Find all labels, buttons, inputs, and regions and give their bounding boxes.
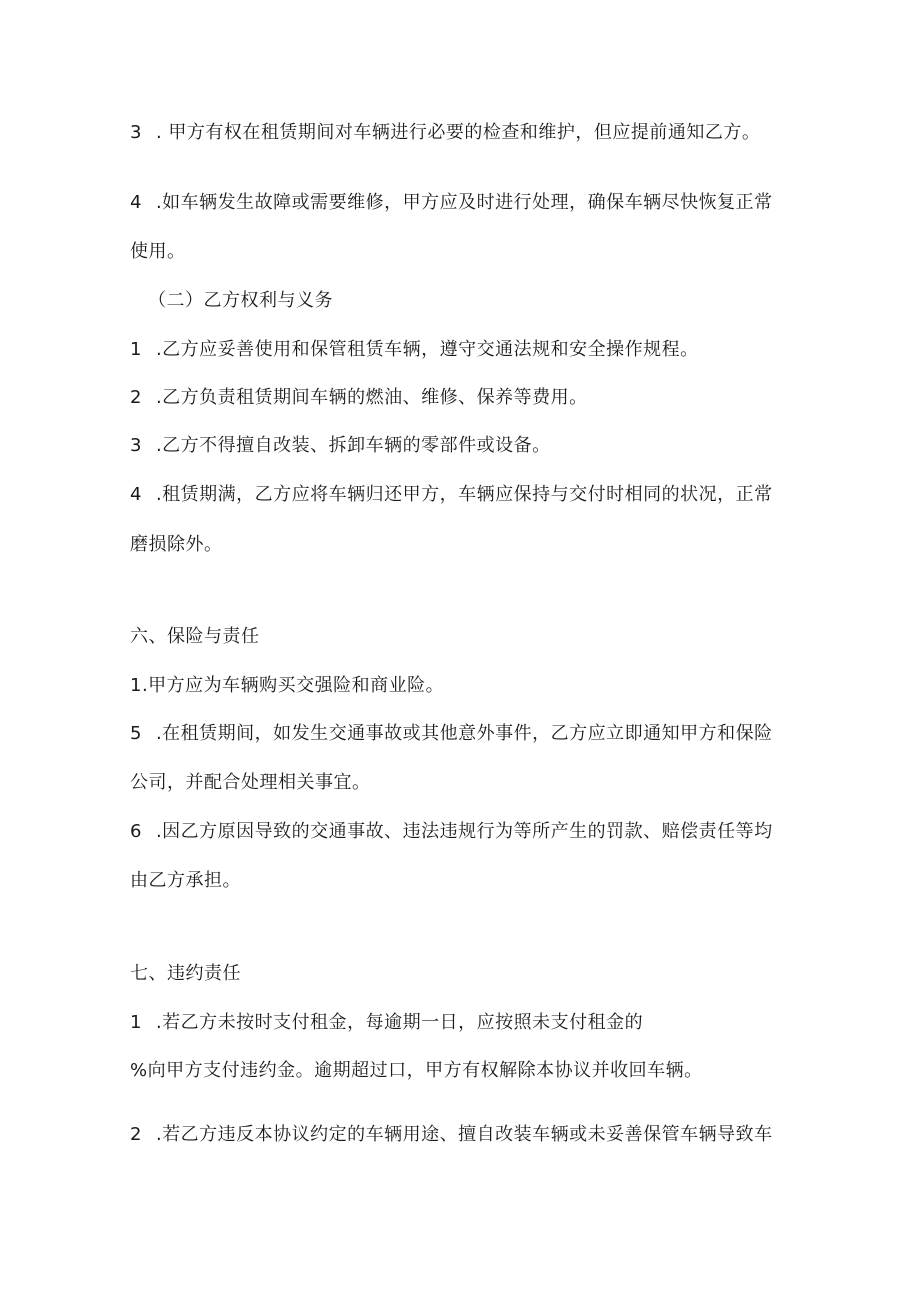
insurance-clause-1: 1.甲方应为车辆购买交强险和商业险。	[130, 675, 445, 696]
clause-text: .若乙方违反本协议约定的车辆用途、擅自改装车辆或未妥善保管车辆导致车	[155, 1124, 773, 1145]
clause-number: 1	[130, 339, 142, 360]
clause-number: 5	[130, 723, 142, 744]
insurance-clause-5-continuation: 公司，并配合处理相关事宜。	[130, 772, 371, 793]
insurance-clause-6-continuation: 由乙方承担。	[130, 870, 241, 891]
clause-text: .因乙方原因导致的交通事故、违法违规行为等所产生的罚款、赔偿责任等均	[155, 821, 773, 842]
clause-4-continuation: 使用。	[130, 241, 186, 262]
section-7-heading: 七、违约责任	[130, 963, 241, 984]
clause-number: 3	[130, 122, 142, 143]
party-b-clause-4-continuation: 磨损除外。	[130, 534, 223, 555]
clause-text: .若乙方未按时支付租金，每逾期一日，应按照未支付租金的	[155, 1012, 644, 1033]
clause-number: 4	[130, 484, 142, 505]
insurance-clause-5	[130, 722, 773, 746]
clause-3-paragraph	[130, 121, 760, 145]
clause-text: .租赁期满，乙方应将车辆归还甲方，车辆应保持与交付时相同的状况，正常	[155, 484, 773, 505]
section-6-heading: 六、保险与责任	[130, 626, 260, 647]
party-b-clause-1	[130, 338, 699, 362]
clause-text: .乙方负责租赁期间车辆的燃油、维修、保养等费用。	[155, 387, 588, 408]
clause-number: 2	[130, 387, 142, 408]
insurance-clause-6	[130, 820, 773, 844]
clause-4-paragraph	[130, 191, 773, 215]
breach-clause-1-continuation: %向甲方支付违约金。逾期超过口，甲方有权解除本协议并收回车辆。	[130, 1060, 703, 1081]
clause-text: . 甲方有权在租赁期间对车辆进行必要的检查和维护，但应提前通知乙方。	[155, 122, 761, 143]
clause-number: 2	[130, 1124, 142, 1145]
breach-clause-1	[130, 1011, 643, 1035]
party-b-clause-2	[130, 386, 588, 410]
clause-text: .如车辆发生故障或需要维修，甲方应及时进行处理，确保车辆尽快恢复正常	[155, 192, 773, 213]
clause-text: .乙方应妥善使用和保管租赁车辆，遵守交通法规和安全操作规程。	[155, 339, 699, 360]
clause-number: 4	[130, 192, 142, 213]
clause-number: 3	[130, 435, 142, 456]
clause-number: 6	[130, 821, 142, 842]
sub-heading-party-b-rights: （二）乙方权利与义务	[148, 290, 333, 311]
clause-number: 1	[130, 1012, 142, 1033]
clause-text: .乙方不得擅自改装、拆卸车辆的零部件或设备。	[155, 435, 551, 456]
breach-clause-2	[130, 1123, 773, 1147]
party-b-clause-4	[130, 483, 773, 507]
party-b-clause-3	[130, 434, 551, 458]
clause-text: .在租赁期间，如发生交通事故或其他意外事件，乙方应立即通知甲方和保险	[155, 723, 773, 744]
